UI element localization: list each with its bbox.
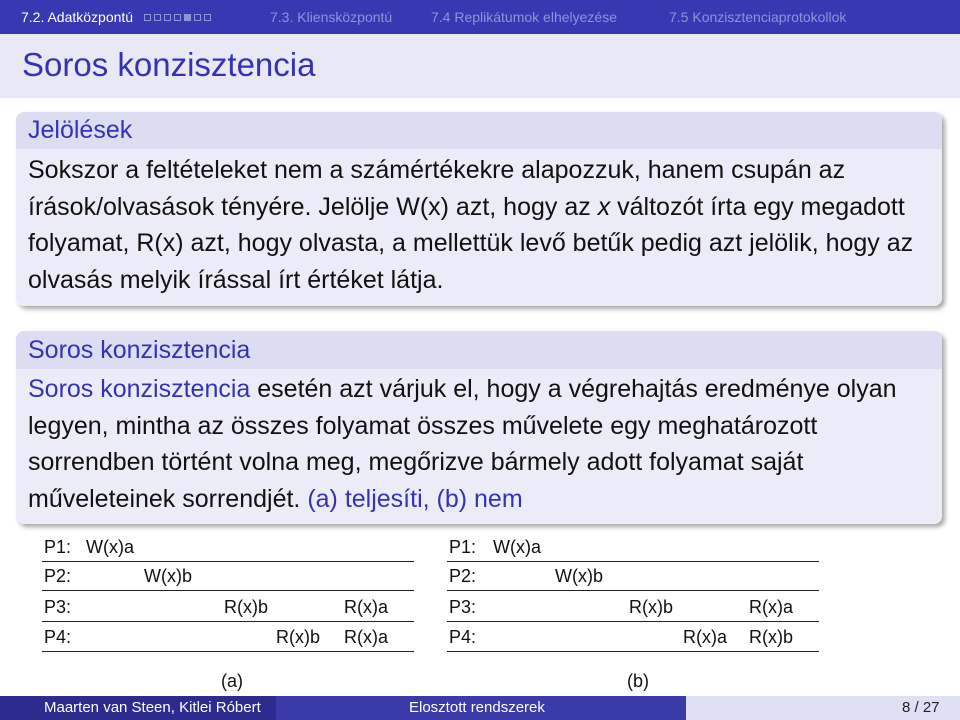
- process-label: P4:: [449, 627, 477, 647]
- notation-block-title: Jelölések: [16, 112, 942, 149]
- operation: W(x)a: [493, 537, 541, 557]
- page-title: Soros konzisztencia: [22, 46, 316, 83]
- footer: [0, 696, 960, 720]
- timeline-row: [447, 535, 819, 562]
- operation: R(x)b: [224, 597, 268, 617]
- operation: W(x)b: [144, 566, 192, 586]
- highlighted-term: Soros konzisztencia: [28, 375, 251, 403]
- operation: R(x)b: [276, 627, 320, 647]
- operation: R(x)b: [749, 627, 793, 647]
- process-label: P3:: [449, 597, 477, 617]
- operation: R(x)a: [749, 597, 793, 617]
- notation-block-body: Sokszor a feltételeket nem a számértékekre alapozzuk, hanem csupán az írások/olvasások tényére. Jelölje W(x) azt, hogy az x változót írta egy megadott folyamat, R(x) azt, hogy olvasta, a mellettük levő betűk pedig azt jelölik, hogy az olvasás melyik írással írt értéket látja.: [16, 149, 942, 306]
- footer-course-panel: [276, 696, 686, 720]
- process-label: P4:: [44, 627, 72, 647]
- footer-authors: Maarten van Steen, Kitlei Róbert: [44, 699, 261, 716]
- nav-section-7-5[interactable]: 7.5 Konzisztenciaprotokollok: [669, 9, 847, 25]
- operation: R(x)a: [344, 597, 388, 617]
- footer-page-panel: [686, 696, 960, 720]
- process-label: P2:: [44, 566, 72, 586]
- sequential-consistency-title: Soros konzisztencia: [16, 331, 942, 369]
- variable-x: x: [597, 192, 611, 221]
- timeline-row: [447, 595, 819, 622]
- nav-section-7-3[interactable]: 7.3. Kliensközpontú: [270, 9, 393, 25]
- page-number: 8 / 27: [902, 699, 940, 716]
- diagram-caption: (b): [627, 671, 649, 691]
- example-note: (a) teljesíti, (b) nem: [300, 484, 523, 513]
- footer-authors-panel: [0, 696, 276, 720]
- sequential-consistency-body: Soros konzisztencia esetén azt várjuk el, hogy a végrehajtás eredménye olyan legyen, mintha az összes folyamat összes művelete egy meghatározott sorrendben történt volna meg, megőrizve bármely adott folyamat saját műveleteinek sorrendjét. (a) teljesíti, (b) nem: [16, 369, 942, 524]
- nav-section-7-2[interactable]: 7.2. Adatközpontú: [21, 9, 211, 25]
- operation: W(x)b: [555, 566, 603, 586]
- diagram-caption: (a): [221, 671, 243, 691]
- timeline-row: [447, 564, 819, 591]
- operation: R(x)b: [629, 597, 673, 617]
- process-label: P3:: [44, 597, 72, 617]
- operation: W(x)a: [86, 537, 134, 557]
- nav-section-7-4[interactable]: 7.4 Replikátumok elhelyezése: [431, 9, 617, 25]
- operation: R(x)a: [683, 627, 727, 647]
- process-label: P1:: [449, 537, 477, 557]
- footer-course: Elosztott rendszerek: [409, 699, 545, 716]
- operation: R(x)a: [344, 627, 388, 647]
- process-label: P1:: [44, 537, 72, 557]
- timeline-row: [447, 625, 819, 652]
- process-label: P2:: [449, 566, 477, 586]
